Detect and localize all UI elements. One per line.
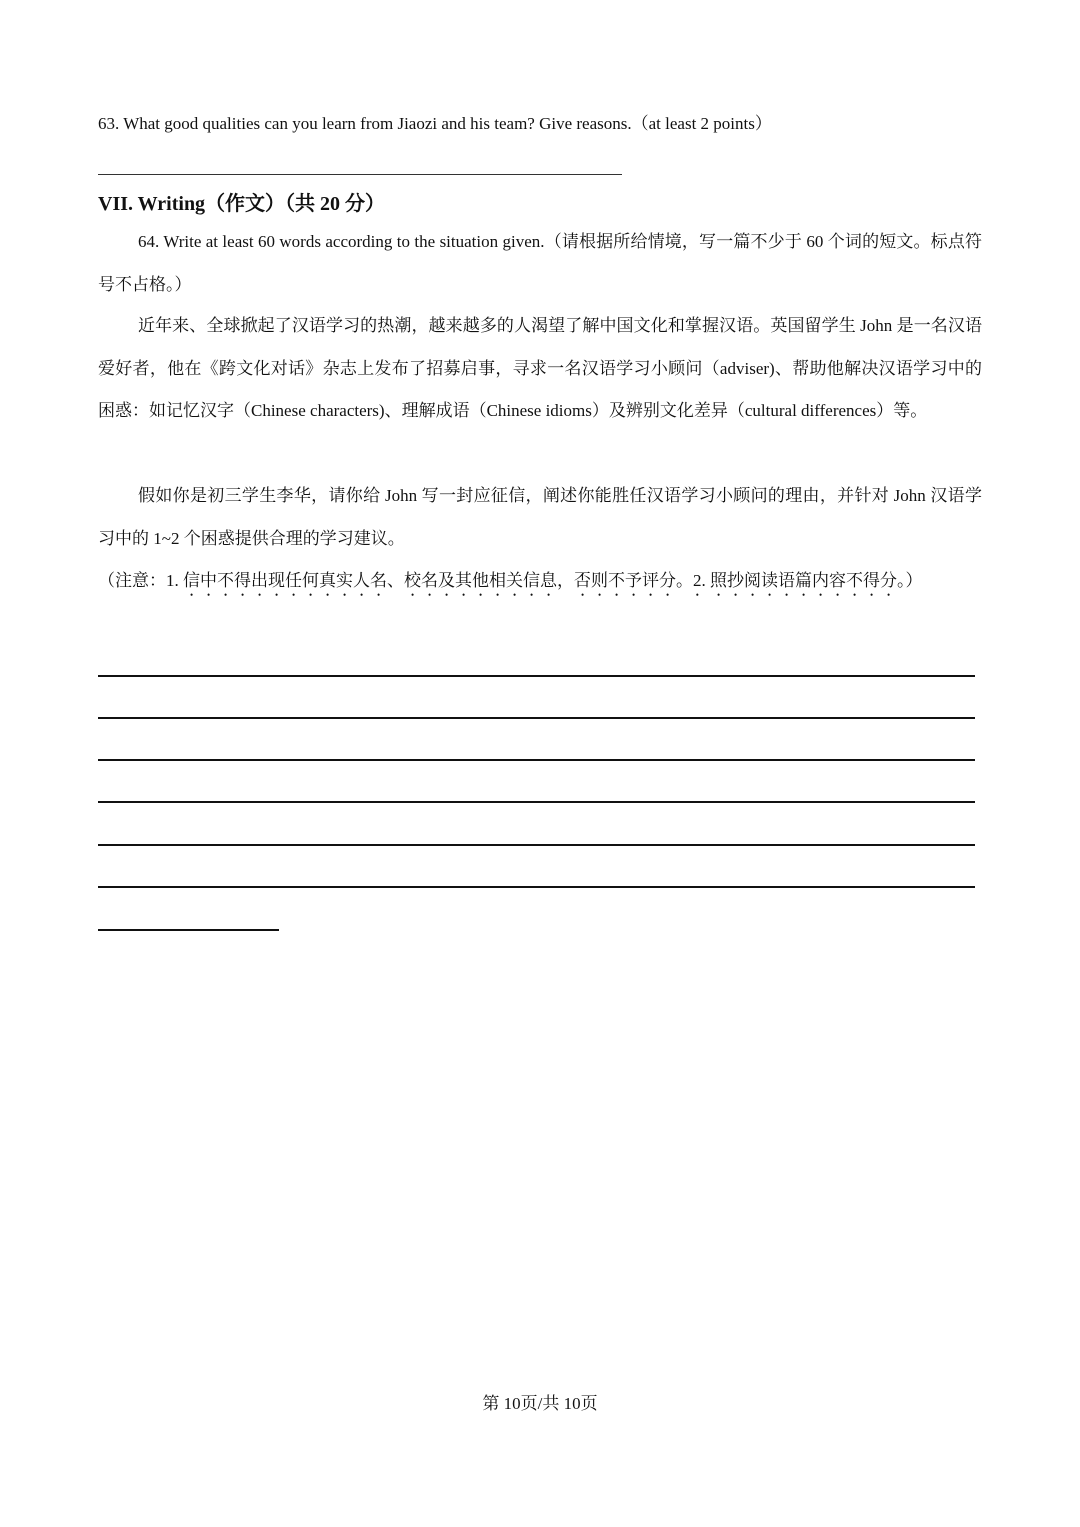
question-63-answer-line[interactable]	[98, 174, 622, 175]
page-footer-number: 第 10页/共 10页	[482, 1394, 598, 1413]
question-64-instruction: 64. Write at least 60 words according to the situation given.（请根据所给情境，写一篇不少于 60 个词的短文。标点符号不占格。）	[98, 232, 982, 294]
writing-line[interactable]	[98, 844, 975, 846]
question-64-task: 假如你是初三学生李华，请你给 John 写一封应征信，阐述你能胜任汉语学习小顾问的理由，并针对 John 汉语学习中的 1~2 个困惑提供合理的学习建议。	[98, 486, 982, 548]
note-emphasis-1: 信中不得出现任何真实人名、校名及其他相关信息，否则不予评分。	[183, 571, 693, 590]
question-64-situation: 近年来、全球掀起了汉语学习的热潮，越来越多的人渴望了解中国文化和掌握汉语。英国留学生 John 是一名汉语爱好者，他在《跨文化对话》杂志上发布了招募启事，寻求一名汉语学习小顾问（adviser)、帮助他解决汉语学习中的困惑：如记忆汉字（Chinese characters)、理解成语（Chinese idioms）及辨别文化差异（cultural differences）等。	[98, 316, 982, 420]
question-64-note	[98, 560, 982, 603]
writing-line[interactable]	[98, 759, 975, 761]
section-heading-writing: VII. Writing（作文）（共 20 分）	[98, 193, 386, 215]
writing-line[interactable]	[98, 717, 975, 719]
note-open: （注意：1.	[98, 571, 183, 590]
note-close: ）	[905, 571, 923, 590]
question-63-text: 63. What good qualities can you learn from Jiaozi and his team? Give reasons.（at least 2 points）	[98, 114, 772, 133]
note-number-2: 2.	[693, 571, 710, 590]
writing-line-last[interactable]	[98, 929, 279, 931]
writing-line[interactable]	[98, 675, 975, 677]
note-emphasis-2: 照抄阅读语篇内容不得分。	[710, 571, 906, 590]
writing-line[interactable]	[98, 886, 975, 888]
writing-line[interactable]	[98, 801, 975, 803]
